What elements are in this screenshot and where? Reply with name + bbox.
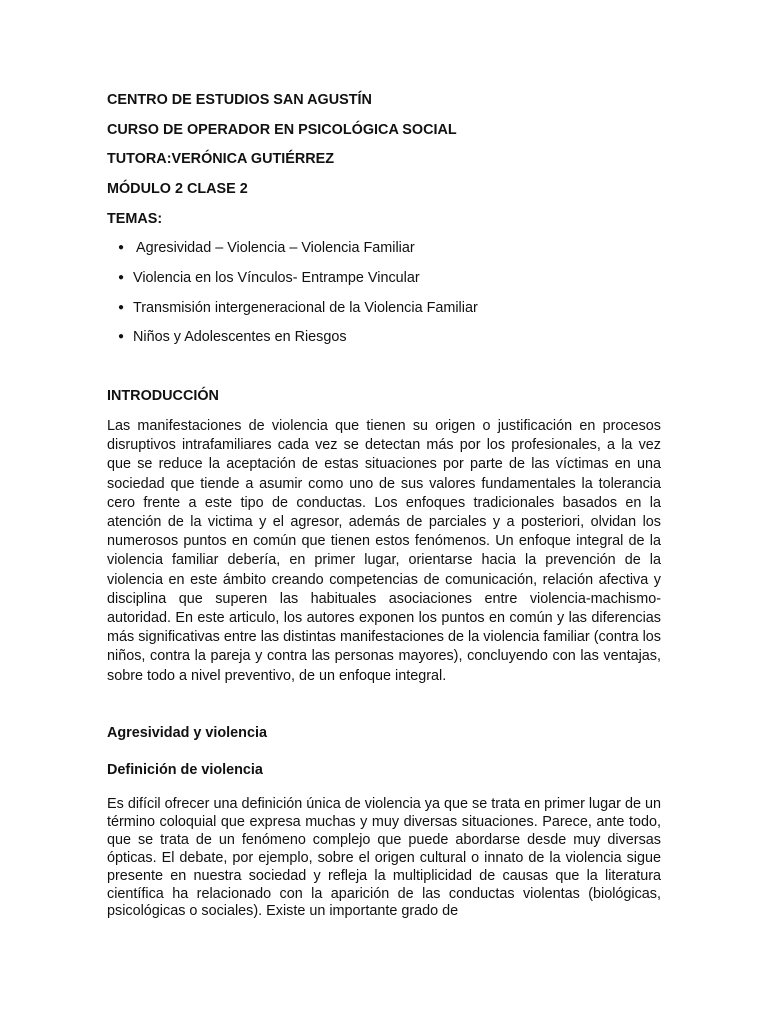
topic-item: Agresividad – Violencia – Violencia Familiar (136, 240, 415, 256)
bullet-icon: ● (118, 272, 125, 283)
section-heading: Agresividad y violencia (107, 725, 267, 741)
tutor-name: TUTORA:VERÓNICA GUTIÉRREZ (107, 151, 335, 167)
bullet-icon: ● (118, 331, 125, 342)
intro-paragraph: Las manifestaciones de violencia que tienen su origen o justificación en procesos disruptivos intrafamiliares cada vez se detectan más por los profesionales, a la vez que se reduce la aceptación de estas situaciones por parte de las víctimas en una sociedad que tiende a asumir como uno de sus valores fundamentales la tolerancia cero frente a este tipo de conductas. Los enfoques tradicionales basados en la atención de la victima y el agresor, además de parciales y a posteriori, olvidan los numerosos puntos en común que tienen estos fenómenos. Un enfoque integral de la violencia familiar debería, en primer lugar, orientarse hacia la prevención de la violencia en este ámbito creando competencias de comunicación, relación afectiva y disciplina que superen las habituales asociaciones entre violencia-machismo-autoridad. En este articulo, los autores exponen los puntos en común y las diferencias más significativas entre las distintas manifestaciones de la violencia familiar (contra los niños, contra la pareja y contra las personas mayores), concluyendo con las ventajas, sobre todo a nivel preventivo, de un enfoque integral. (107, 418, 661, 684)
section-subheading: Definición de violencia (107, 762, 263, 778)
topics-label: TEMAS: (107, 211, 163, 227)
module-title: MÓDULO 2 CLASE 2 (107, 181, 248, 197)
topic-item: Niños y Adolescentes en Riesgos (133, 329, 347, 345)
definition-paragraph: Es difícil ofrecer una definición única de violencia ya que se trata en primer lugar de un término coloquial que expresa muchas y muy diversas situaciones. Parece, ante todo, que se trata de un fenómeno complejo que puede abordarse desde muy diversas ópticas. El debate, por ejemplo, sobre el origen cultural o innato de la violencia sigue presente en nuestra sociedad y refleja la multiplicidad de causas que la literatura científica ha relacionado con la aparición de las conductas violentas (biológicas, psicológicas o sociales). Existe un importante grado de (107, 796, 661, 920)
topic-item: Violencia en los Vínculos- Entrampe Vincular (133, 270, 420, 286)
topic-item: Transmisión intergeneracional de la Violencia Familiar (133, 300, 478, 316)
intro-heading: INTRODUCCIÓN (107, 388, 219, 404)
school-name: CENTRO DE ESTUDIOS SAN AGUSTÍN (107, 92, 372, 108)
bullet-icon: ● (118, 302, 125, 313)
bullet-icon: ● (118, 242, 125, 253)
course-name: CURSO DE OPERADOR EN PSICOLÓGICA SOCIAL (107, 122, 457, 138)
